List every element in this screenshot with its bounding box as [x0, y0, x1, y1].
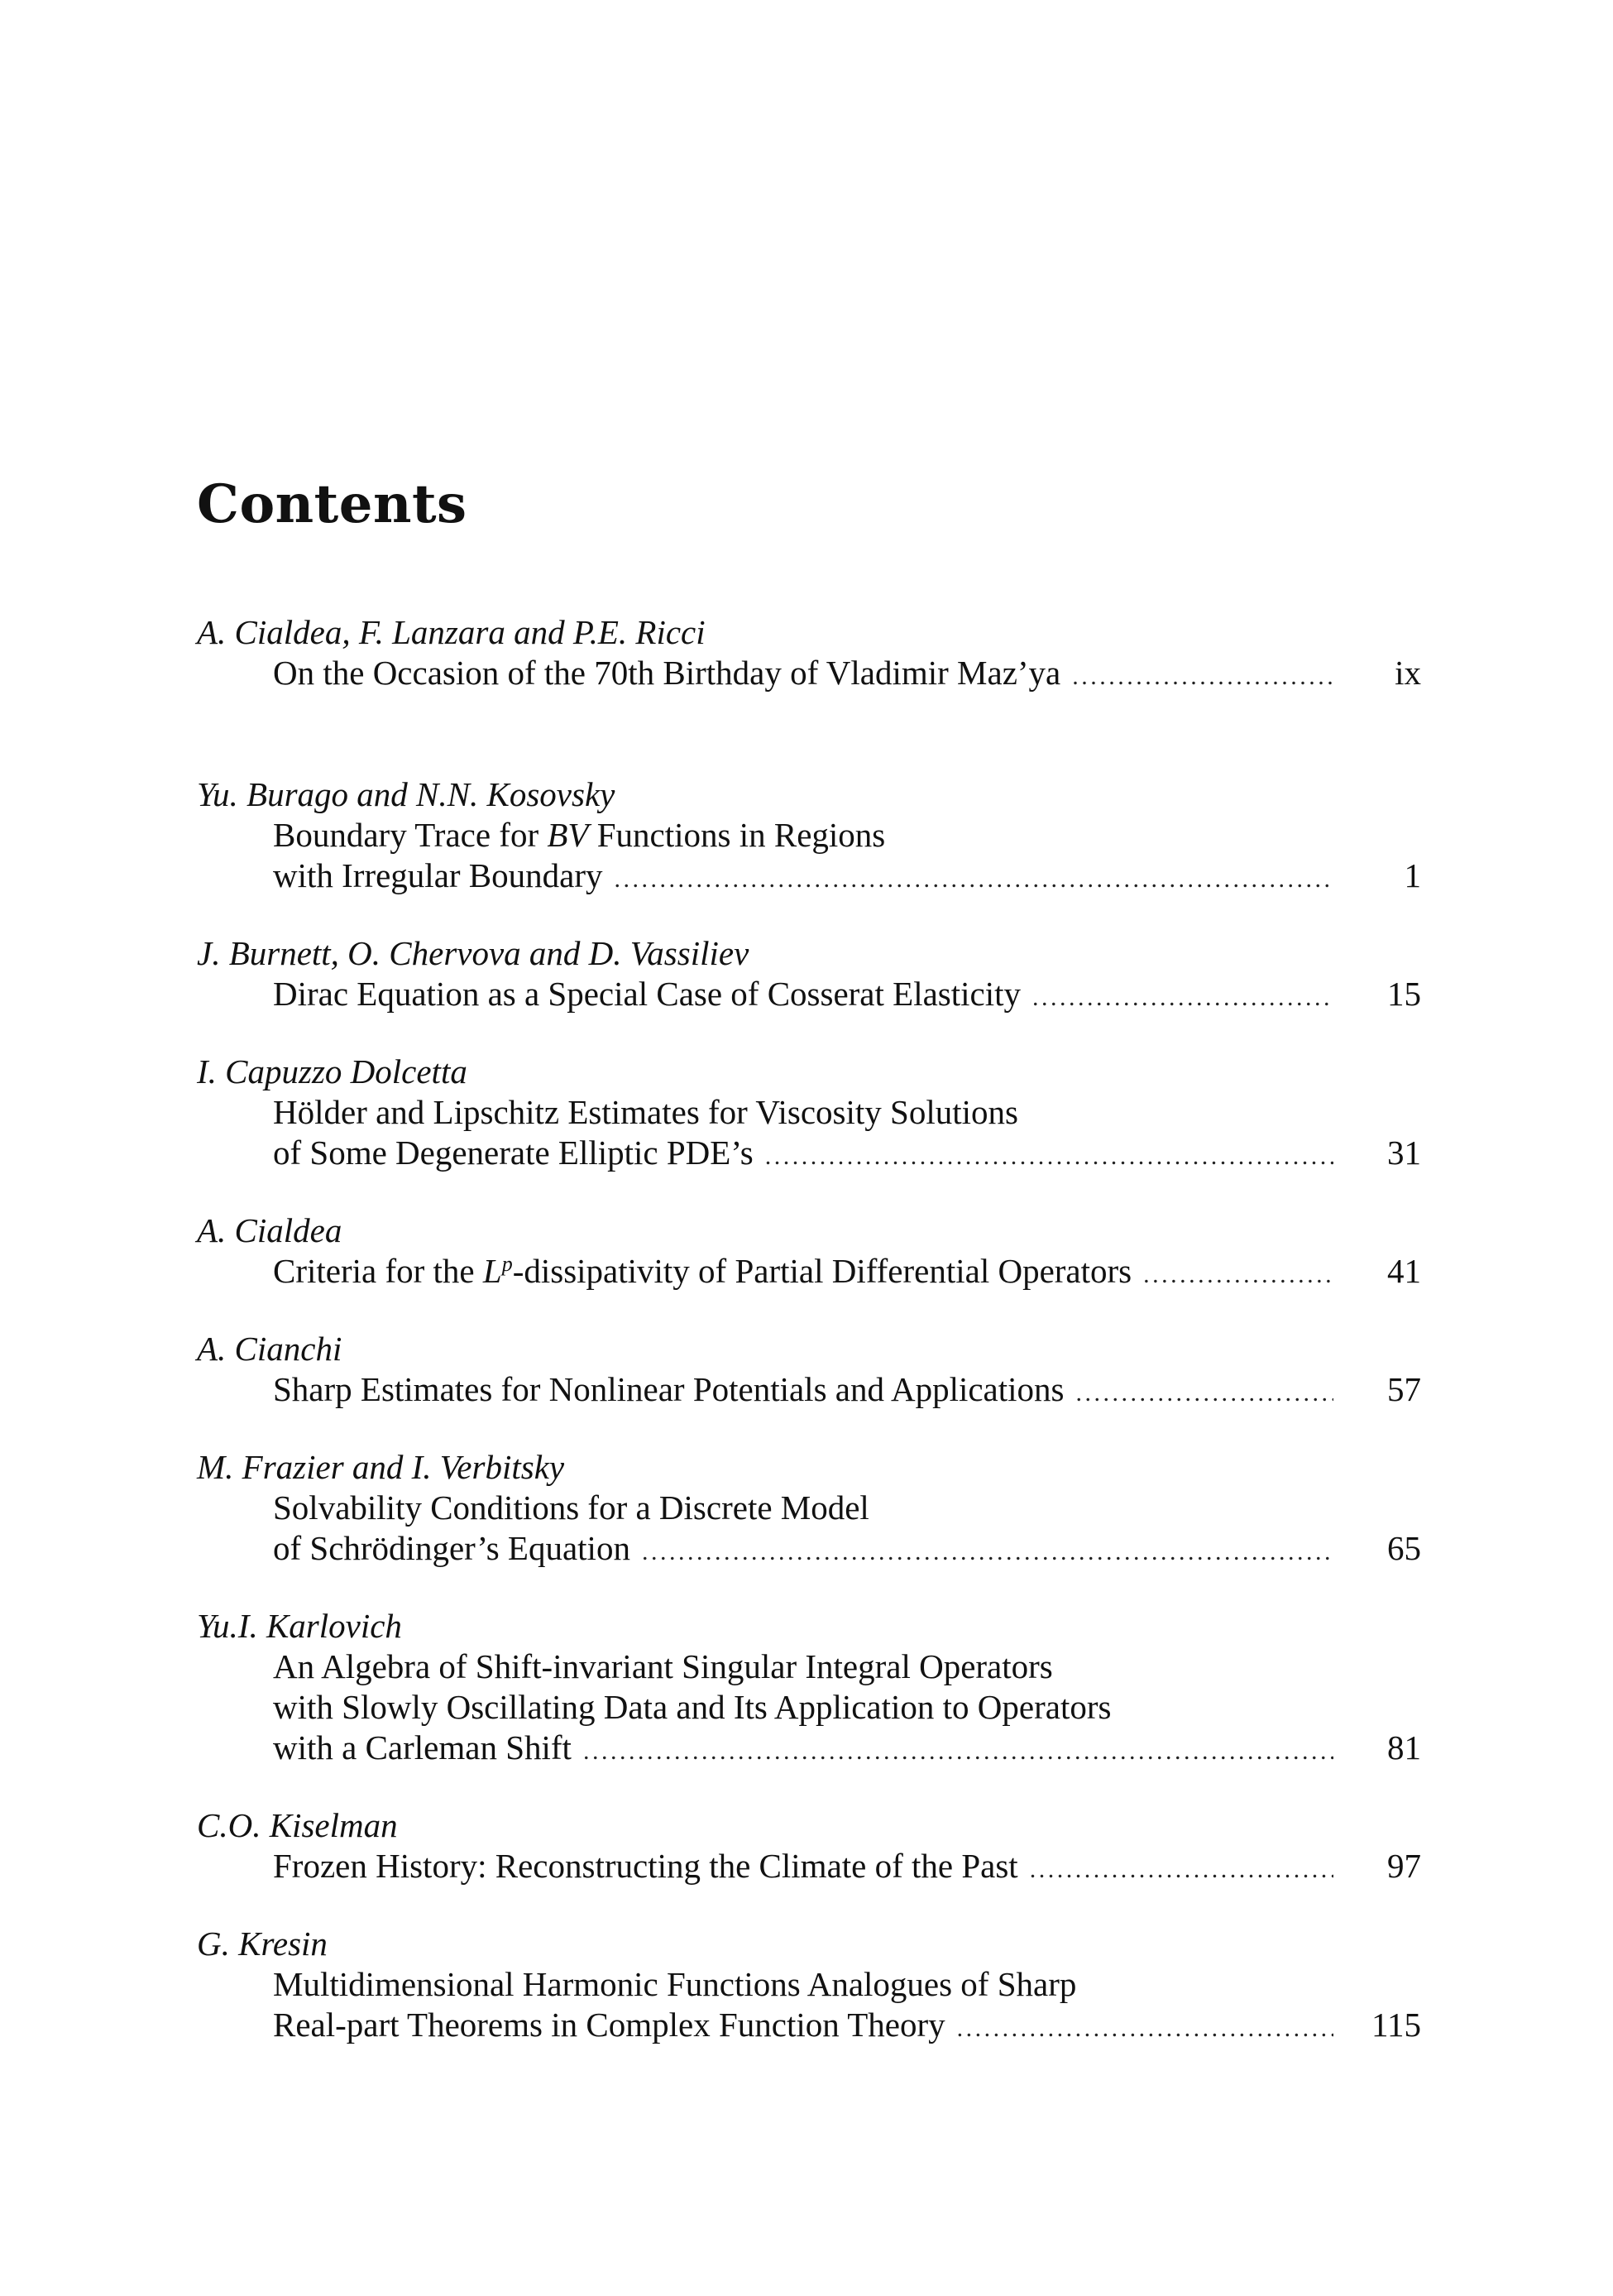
toc-entry-authors: I. Capuzzo Dolcetta: [197, 1052, 467, 1090]
toc-entry-title-math: BV: [547, 816, 589, 854]
toc-entry: [197, 1447, 1421, 1569]
dot-leader: [642, 1528, 1333, 1569]
toc-entry-title-line[interactable]: [273, 1369, 1421, 1410]
toc-entry-title-line[interactable]: Multidimensional Harmonic Functions Analogues of Sharp: [273, 1965, 1077, 2003]
toc-entry-title: Real-part Theorems in Complex Function Theory: [273, 2006, 945, 2044]
toc-entry-page: 31: [1387, 1134, 1421, 1172]
toc-entry-title: Sharp Estimates for Nonlinear Potentials and Applications: [273, 1370, 1065, 1408]
toc-entry-title-line[interactable]: [273, 1528, 1421, 1569]
toc-entry-title-line[interactable]: Solvability Conditions for a Discrete Model: [273, 1488, 869, 1527]
toc-entry: [197, 612, 1421, 693]
toc-entry: [197, 1210, 1421, 1292]
toc-entry-authors: C.O. Kiselman: [197, 1806, 398, 1844]
toc-entry-authors: Yu. Burago and N.N. Kosovsky: [197, 775, 615, 813]
page-title: Contents: [197, 473, 467, 535]
toc-entry-title: with Irregular Boundary: [273, 856, 603, 894]
toc-entry-authors: A. Cialdea: [197, 1211, 342, 1249]
toc-entry-title-line[interactable]: with Slowly Oscillating Data and Its Application to Operators: [273, 1688, 1112, 1726]
toc-entry-title-line[interactable]: [273, 974, 1421, 1014]
toc-entry-title-part: -dissipativity of Partial Differential Operators: [512, 1252, 1132, 1290]
toc-entry-page: 81: [1387, 1728, 1421, 1766]
toc-entry-title-math: L: [482, 1252, 502, 1290]
toc-entry-title: [273, 1251, 1132, 1292]
toc-entry-title-part: Criteria for the: [273, 1252, 483, 1290]
toc-entry-title-line[interactable]: [273, 1846, 1421, 1886]
toc-entry-title: of Schrödinger’s Equation: [273, 1529, 630, 1567]
toc-entry-authors: A. Cialdea, F. Lanzara and P.E. Ricci: [197, 613, 706, 651]
toc-entry-authors: G. Kresin: [197, 1925, 328, 1963]
toc-entry-title-line[interactable]: [273, 1133, 1421, 1173]
toc-entry-title-part: Boundary Trace for: [273, 816, 548, 854]
toc-entry-title: of Some Degenerate Elliptic PDE’s: [273, 1134, 754, 1172]
toc-entry-title: with a Carleman Shift: [273, 1728, 572, 1766]
toc-entry-title-line[interactable]: [273, 815, 1421, 856]
toc-entry-title-line[interactable]: [273, 1728, 1421, 1768]
toc-entry-title-line[interactable]: [273, 856, 1421, 896]
toc-entry-page: 57: [1387, 1370, 1421, 1408]
dot-leader: [1072, 653, 1333, 693]
toc-entry: [197, 1805, 1421, 1886]
dot-leader: [615, 856, 1334, 896]
dot-leader: [1032, 974, 1333, 1014]
dot-leader: [765, 1133, 1333, 1173]
toc-entry: [197, 1924, 1421, 2045]
toc-entry-title-part: Functions in Regions: [588, 816, 886, 854]
toc-entry-title-line[interactable]: An Algebra of Shift-invariant Singular Integral Operators: [273, 1647, 1053, 1685]
dot-leader: [957, 2005, 1333, 2045]
toc-entry-title: Dirac Equation as a Special Case of Cosserat Elasticity: [273, 975, 1022, 1013]
toc-entry: [197, 774, 1421, 896]
toc-entry-authors: M. Frazier and I. Verbitsky: [197, 1448, 565, 1486]
toc-entry-authors: J. Burnett, O. Chervova and D. Vassiliev: [197, 934, 749, 972]
toc-entry-page: 65: [1387, 1529, 1421, 1567]
toc-entry-title-superscript: p: [501, 1252, 513, 1276]
dot-leader: [1030, 1846, 1333, 1886]
toc-entry: [197, 1606, 1421, 1768]
toc-entry: [197, 1052, 1421, 1173]
toc-entry-page: 15: [1387, 975, 1421, 1013]
toc-entry-title: On the Occasion of the 70th Birthday of Vladimir Maz’ya: [273, 654, 1061, 692]
toc-entry-title-line[interactable]: Hölder and Lipschitz Estimates for Viscosity Solutions: [273, 1093, 1018, 1131]
toc-entry-page: ix: [1395, 654, 1421, 692]
toc-entry-page: 41: [1387, 1252, 1421, 1290]
toc-entry-title-line[interactable]: [273, 1251, 1421, 1292]
dot-leader: [1076, 1369, 1334, 1410]
dot-leader: [1143, 1251, 1333, 1292]
toc-entry-page: 1: [1404, 856, 1421, 894]
toc-entry-title-line[interactable]: [273, 2005, 1421, 2045]
table-of-contents: [197, 612, 1421, 2045]
toc-entry-page: 97: [1387, 1847, 1421, 1885]
toc-entry-title-line[interactable]: [273, 653, 1421, 693]
dot-leader: [583, 1728, 1333, 1768]
toc-entry-page: 115: [1371, 2006, 1421, 2044]
toc-entry-title: Frozen History: Reconstructing the Climate of the Past: [273, 1847, 1018, 1885]
toc-entry-authors: A. Cianchi: [197, 1330, 342, 1368]
toc-entry: [197, 1329, 1421, 1410]
toc-entry: [197, 933, 1421, 1014]
toc-entry-authors: Yu.I. Karlovich: [197, 1607, 402, 1645]
